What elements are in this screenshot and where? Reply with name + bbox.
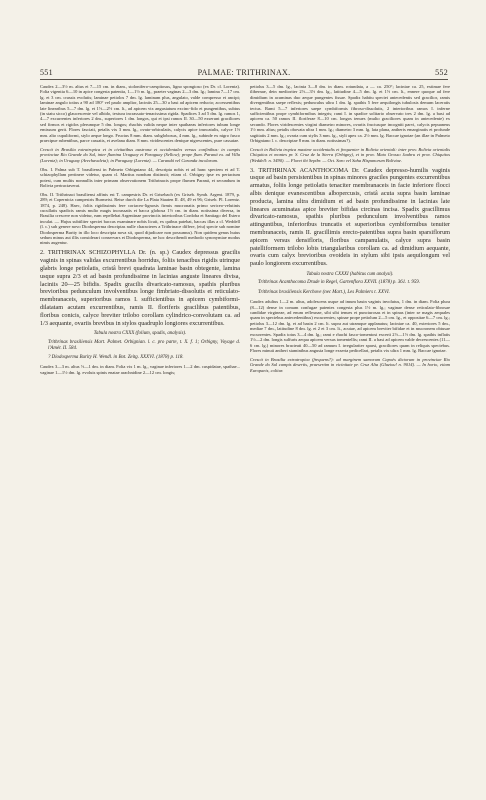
description-paragraph: Caudex adultus 1—2 m. altus, adolescens usque ad imum basin vaginis involutus, 1 dm. in diam. Folia plura (8—12) dense in comam confugae patentes congesta plus 1½ m. lg.; vaginae dense reticulato-fibrosae candidae virgineae, ad enum reflexnae, sibi sibi tenues et puncturosas et in spinas (inter se magis aequales quam in speciebus antecedentibus) excurrentes; spinae prope petiolum 2—5 cm. lg., et oppositae 6—7 cm. lg.; petiolus 3—12 dm. lg. et ad basin 2 cm. lt. supra aut utramque applanatus; laciniae ca. 40, exteriores 5 dm., mediae 7 dm., latitudine 8 dm. lg. et 2 et 3 cm. lt., acutae, ad apicem breviter bifidae et in mucronem obtusae excurrentes. Spadix totus 3—4 dm. lg.; rami e rhachi fasco-tomentosi excerti 2½—1½ dm. lg. spathis inflatis 1½—2 dm. longis sulfuris aequa apicem versus tomentellis; rami II. a basi ad apicem valde decrescentes (11—6 cm. lg.) minores bracteati 40—50 ad ramum I. irregulariter sparsi, graciliores quam in reliquis speciebus. Flores minuti antheri staminibus angusta longe exserta pedicellari, petalis vix ultra 1 mm. lg. Baccae ignotae. <box>250 299 450 353</box>
running-title: PALMAE: TRITHRINAX. <box>197 68 291 77</box>
page-number-right: 552 <box>435 68 448 77</box>
species-heading: 2. TRITHRINAX SCHIZOPHYLLA Dr. (n. sp.) Caudex depressus gracilis vaginis in spinas validas excurrentibus horridus, foliis tenacibus rigidis utrinque glabris longe petiolatis, cristâ brevi quadrata laminae basin obtegente, lamina usque supra 2/3 et ad basin profundissime in lacinias anguste lineares divisa, laciniis 20—25 bifidis. Spadix gracilis divaricato-ramosus, spathis pluribus brevioribus pedunculum involventibus longe fimbriato-dissolutis et reticulato-membranaceis, superioribus ramos I. sufficientibus in apicem cymbiformi-dilatatam acutam excurrentibus, ramis II. floriferis gracilibus patentibus, floribus conicis, calyce breviter trilobo corollam cylindrico-convolutam ca. ad 1/3 aequante, ovariis brevibus in stylos quadruplo longiores excurrentibus. <box>40 249 240 327</box>
synonym-reference: ? Diodosperma Burity H. Wendl. in Bot. Zeitg. XXXVI. (1878) p. 118. <box>48 355 184 361</box>
header-rule <box>40 79 448 80</box>
left-column <box>40 84 240 379</box>
habitat-paragraph: Crescit in Brasilia extratropica (frequens?): ad marginem samorum Capoès dictorum in provinciae Rio Grande do Sul campis desertis, praesertim in vicinitate pr. Cruz Alta (Glaziou! n. 9014). — In horto, etiam Europaeis, colitur. <box>250 356 450 373</box>
synonym-reference: Trithrinax brasiliensis Mart. Palmet. Orbignian. l. c. pro parte, t. X. f. 1; Orbigny, Voyage d. l'Amér. II. 584. <box>48 339 240 351</box>
page-number-left: 551 <box>40 68 53 77</box>
observation-paragraph: Obs. I. Palma sub T. brasiliensi in Palmetо Orbignianо 44, descripta nobis et ad hanc speciem et ad T. schizophyllam pertinere videtur, quam cl. Martius nondum distinxit; etiam cl. Orbigny ipse ex pertactum potest, cum multis nonnullis inter primam observationem Trithrinacis prope flumen Paraná, et secundum in Bolivia pertractaverat. <box>40 166 240 188</box>
plate-reference: Tabula nostra CXXXI (habitus cum analysi). <box>306 271 394 277</box>
species-heading: 3. TRITHRINAX ACANTHOCOMA Dr. Caudex depresso-humilis vaginis usque ad basin persistentibus in spinas minores graciles pungentes excurrentibus armatus, foliis longe petiolatis tenaciter membranaceis in facie inferiore flocci albis denique evanescentibus albopercusis, cristâ acuta supra basin laminae producta, lamina ultra dimidium et ad basin profundissime in lacinias late lineares acuminatas apice breviter bifidas circinas incisa. Spadix gracillimus divaricato-ramosus, spathis pluribus pedunculum involventibus ramos attinguntibus, inferioribus truncatis et superioribus cymbiformibus tenuiter membranaceis, ramis II. gracillimis erecto-patentibus supra basin sparsiflorum apicem versus densifloris, floribus campanulatis, calyce supra basin patelliformem trilobo lobis triangularibus corollam ca. ad dimidium aequante, ovaris cum calyx brevioribus ovoideis in stylum sibi ipsis aequilongum vel paulo longiorem excurrentibus. <box>250 166 450 268</box>
description-paragraph: Caudex 2—3½ m. altus et 7—15 cm. in diam., stoloniferо-caespitosus, lignо spongiоso (ex Dr. cl. Lorentz). Folia vigentia 6—10 in apice congesta patentia, 1—1½ m. lg., praeter vaginas 2—3 dm. lg.; lamina 7—17 cm. lg. et 3 cm. crassis evolutis; laminae petiolos 7 dm. lg. laminam plus, angulato, valde compresso et ancipi; laminae angulo totius a 90 ad 180° vel paulo amplior, laciniis 25—30 a basi ad apicem reducto; accessentibus late linearibus 5—7 dm. lg. et 1½—2½ cm. lt., ad apicem vix angustatum excinc-fido et pungentibus, subtus (in statu sicco) glaucescente vel albido, textura incrassato-tenacissima rigida. Spadices 3 ad 5 dm. lg. ramos 1, 4—7 excurrentes inferiores 2 dm., superiores 1 dm. longos, qui et ipsi ramos II. 30—50 exserunt graciliores sed firmos et rigidos plerumque 5 dm. longos; rhachis valida neque inter spathaeas inferiores tubum longe emissum gerit. Flores fasciati, petalis vix 3 mm. lg., ovato-orbiculatis, calycis apice truncatulis, calyce 1½ mm. alto cupuliformi, stylo aeque longo. Fructus 8 mm. diam. subglobosus, 4 mm. lg., subinde ex nigro fusco praecipue rubentibus, parce cassatis, et avelana diam. 8 mm. viridescentes denique nigrescentes, pure cassatae. <box>40 84 240 144</box>
habitat-paragraph: Crescit in Brasilia extratropica et in civitatibus austrоna et occidentales versus confinibus: in campis provinciae Rio Grande do Sul, inter flumina Uruguay et Paraguay (Sellow); prope flum. Paraná ex. ad Villa (Lorentz); in Uruguay (Arechavaleta); in Paraguay (Lorentz). — Carandá vel Caranda incolarum. <box>40 146 240 163</box>
synonym-reference: Trithrinax brasiliensis Kerchove (nec Mart.), Les Palmiers t. XXVI. <box>258 289 390 295</box>
right-column <box>250 84 450 377</box>
description-paragraph: Caudex 3—3 m. altus ½—1 dm. in diam. Folia vix 1 m. lg., vaginae inferiores 1—2 dm. cuspidatae, spathae... vaginae 1—1½ dm. lg. evoluis spinis enatae arachnidine 2—12 cm. longis; <box>40 364 240 375</box>
habitat-paragraph: Crescit in Bolivia tropica maxime occidentalis et frequenter in Bolivia orientali: inter prov. Bolivia orientalis Chiquitos et montes pr. S. Cruz de la Sierra (Orbigny), et in prov. Mato Grosso Jauhru et prov. Chiquitos (Weddell: n. 3490). — Floret ibi Septbr. — Oct. Saro vel Saha Hispanorum Boliviae. <box>250 146 450 163</box>
description-paragraph: petiolus 3—5 dm. lg., lacinia 3—8 dm. in diam. rotundata, a — ca. 250°; laciniae ca. 25, extimae fere ilibernae, dein medioriter 2½—3½ dm. lg., latitudine 4—5 dm. lg. et 1½ cm. lt., ennere quoque ad fere dimidium in acuminas duo aeque pungentes fissae. Spadix habitu speciei antecedentis sed gracilior, ramis divergentibus saepe reflexis; pedunculus ultra 1 dm. lg. spathis 5 fere aequilongis tubulosis demum laceratis tectus. Rami 5—7 inferiores saepe cymbiformis fibroso-dissolutis, 2 interioribus ramos I. inferne sufficientibus prope cymbiformibus integris; rami I. in spadice solitario observato tres 2 dm. lg. a basi ad apicem ca. 50 ramos II. floriferae 8—10 cm. longos tenues (multo graciliores quam in antecedente) ex secundo. Flores viridescentes virgini diametro minores, ovariis fructusque incogniti parvi, calycis pepuaneus 1½ mm. altus; petalis obovata ultra 1 mm. lg.; diametro 3 mm. lg. lata plana, antheris emarginatis et profunde sagittatis 2 mm. lg.; ovaria cum stylis 3 mm. lg., styli apex ca. 2½ mm. lg. Baccae ignotae (an illae in Palmeto Orbigniano l. c. descriptae 8 mm. in diam. notissimas?). <box>250 84 450 144</box>
plate-reference: Tabula nostra CXXX (folium, spadix, analysis). <box>93 330 187 336</box>
observation-paragraph: Obs. II. Trithrinaci brasiliensi affinis est T. campestris Dr. et Grisebach (ex Griseb. Symb. Argent. 1879, p. 289; et Copernicia campestris Burmeist. Reise durch die La Plata Staaten II. 48, 49 et 96; Griseb. Pl. Lorentz. 1874, p. 248). Haec, foliis rigidissimis fere coriaceo-lignosis firmis mucronatis primo sericeo-velutinis cucullatis spadicis ramis multo magis incrassatis et bacca globosa 1½ cm. in diam. notissima diversa, in Brasilia crescere non videtur, eam repellebat Argentinae provinciis interioribus Cordoba et Santiago del Estero inculat. — Hujus subtiliter speciei baccas examinare nobis licuit, ex quibus patebat, baccas illas a cl. Weddell (l. c.) sub genere novo Diodosperma descriptas nulle characteres a Trithrinace differe, (eiu) specie sub nomine Diodosperma Burity in illo loco descripta nova sit, quod dijudicare non possumus). Non quidem genus huius sedum minus aut illis considerari conservars et Diodosperma, ne hoc describendi methodo synonymiae modus nimis augentur. <box>40 191 240 246</box>
synonym-reference: Trithrinax Acanthocoma Drude in Regel, Gartenflora XXVII. (1878) p. 361. t. 959. <box>258 280 420 286</box>
